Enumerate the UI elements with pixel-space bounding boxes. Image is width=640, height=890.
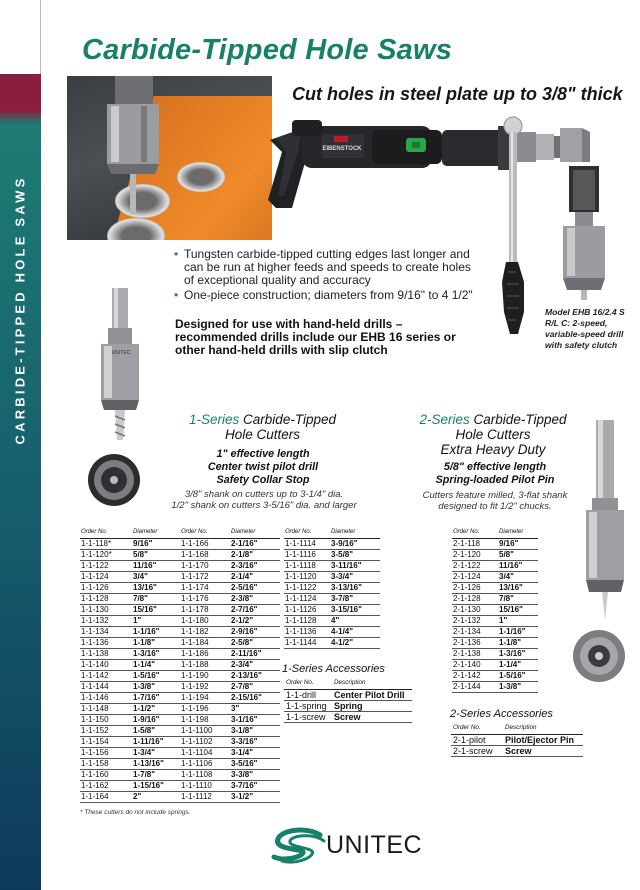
accessory-description: Pilot/Ejector Pin [503,734,583,745]
order-number: 1-1-138 [80,648,132,659]
series1-table-c: Order No. Diameter 1-1-1114 3-9/16" 1-1-1116 3-5/8" 1-1-1118 3-11/16" 1-1-1120 3-3/4" 1-1-1122 3-13/16" 1-1-1124 3-7/8" 1-1-1126 3-15/16" 1-1-1128 4" 1-1-1136 4-1/4" 1-1-1144 4-1/2" [284,528,380,649]
order-number: 1-1-136 [80,637,132,648]
order-number: 1-1-122 [80,560,132,571]
order-number: 1-1-1122 [284,582,330,593]
table-row [284,700,412,711]
table-row [180,593,280,604]
diameter: 1" [132,615,180,626]
order-number: 1-1-1126 [284,604,330,615]
diameter: 3-5/8" [330,549,380,560]
table-row [80,769,180,780]
diameter: 2-7/8" [230,681,280,692]
2-series-cutter-image [584,420,626,630]
accessory-description: Center Pilot Drill [332,689,412,700]
order-number: 2-1-126 [452,582,498,593]
order-number: 1-1-1102 [180,736,230,747]
diameter: 13/16" [498,582,538,593]
series2-accessories-heading: 2-Series Accessories [450,708,553,720]
diameter: 3-13/16" [330,582,380,593]
order-number: 1-1-182 [180,626,230,637]
order-number: 1-1-128 [80,593,132,604]
order-number: 2-1-144 [452,681,498,692]
order-number: 1-1-168 [180,549,230,560]
table-row [180,780,280,791]
series2-accessories-table: Order No. Description 2-1-pilot Pilot/Ejector Pin 2-1-screw Screw [451,723,583,757]
order-number: 1-1-1116 [284,549,330,560]
order-number: 1-1-1124 [284,593,330,604]
table-row [451,734,583,745]
diameter: 1-3/8" [132,681,180,692]
table-row [452,670,538,681]
accessory-description: Spring [332,700,412,711]
diameter: 3-5/16" [230,758,280,769]
order-number: 1-1-1100 [180,725,230,736]
diameter: 2-1/4" [230,571,280,582]
table-row [80,538,180,549]
series1-accessories-heading: 1-Series Accessories [282,663,385,675]
order-number: 1-1-180 [180,615,230,626]
accessory-order-number: 1-1-drill [284,689,332,700]
diameter: 1-7/16" [132,692,180,703]
order-number: 1-1-150 [80,714,132,725]
order-number: 1-1-162 [80,780,132,791]
table-row [80,670,180,681]
table-row [284,615,380,626]
table-row [284,538,380,549]
accessory-description: Screw [332,711,412,722]
diameter: 4" [330,615,380,626]
series1-shank-note: 3/8" shank on cutters up to 3-1/4" dia. 1/2" shank on cutters 3-5/16" dia. and larger [171,489,357,511]
series2-table: Order No. Diameter 2-1-118 9/16" 2-1-120 5/8" 2-1-122 11/16" 2-1-124 3/4" 2-1-126 13/16" 2-1-128 7/8" 2-1-130 15/16" 2-1-132 1" 2-1-134 1-1/16" 2-1-136 1-1/8" 2-1-138 1-3/16" 2-1-140 1-1/4" 2-1-142 1-5/16" 2-1-144 1-3/8" [452,528,538,693]
feature-item: • Tungsten carbide-tipped cutting edges last longer and can be run at higher feeds and speeds to create holes of exceptional quality and accuracy [174,248,484,287]
diameter: 11/16" [132,560,180,571]
table-row [180,747,280,758]
diameter: 3/4" [498,571,538,582]
table-row [452,582,538,593]
table-row [284,560,380,571]
order-number: 2-1-134 [452,626,498,637]
footnote: * These cutters do not include springs. [80,809,191,816]
table-row [80,604,180,615]
order-number: 1-1-140 [80,659,132,670]
order-number: 2-1-120 [452,549,498,560]
diameter: 1-3/16" [132,648,180,659]
table-row [180,549,280,560]
order-number: 1-1-130 [80,604,132,615]
table-row [80,593,180,604]
diameter: 3-1/4" [230,747,280,758]
hero-photo [67,76,272,240]
table-row [180,703,280,714]
order-number: 2-1-118 [452,538,498,549]
order-number: 1-1-164 [80,791,132,802]
order-number: 1-1-124 [80,571,132,582]
table-row [80,648,180,659]
table-row [284,593,380,604]
diameter: 15/16" [498,604,538,615]
table-row [80,637,180,648]
table-row [180,604,280,615]
diameter: 4-1/4" [330,626,380,637]
order-number: 1-1-174 [180,582,230,593]
diameter: 1-1/2" [132,703,180,714]
order-number: 1-1-126 [80,582,132,593]
table-row [180,615,280,626]
feature-item: • One-piece construction; diameters from 9/16" to 4 1/2" [174,289,484,302]
order-number: 1-1-1110 [180,780,230,791]
order-number: 1-1-190 [180,670,230,681]
table-row [80,681,180,692]
diameter: 3-9/16" [330,538,380,549]
diameter: 1-9/16" [132,714,180,725]
diameter: 9/16" [132,538,180,549]
table-row [80,780,180,791]
order-number: 1-1-158 [80,758,132,769]
diameter: 2-9/16" [230,626,280,637]
table-row [80,725,180,736]
order-number: 1-1-188 [180,659,230,670]
1-series-cutter-end-view [86,452,142,508]
series1-table-a: Order No. Diameter 1-1-118* 9/16" 1-1-120* 5/8" 1-1-122 11/16" 1-1-124 3/4" 1-1-126 13/16" 1-1-128 7/8" 1-1-130 15/16" 1-1-132 1" 1-1-134 1-1/16" 1-1-136 1-1/8" 1-1-138 1-3/16" 1-1-140 1-1/4" 1-1-142 1-5/16" 1-1-144 1-3/8" 1-1-146 1-7/16" 1-1-148 1-1/2" 1-1-150 1-9/16" 1-1-152 1-5/8" 1-1-154 1-11/16" 1-1-156 1-3/4" 1-1-158 1-13/16" 1-1-160 1-7/8" 1-1-162 1-15/16" 1-1-164 2" [80,528,180,803]
order-number: 1-1-1108 [180,769,230,780]
order-number: 1-1-154 [80,736,132,747]
diameter: 1-1/8" [498,637,538,648]
order-number: 1-1-1136 [284,626,330,637]
order-number: 1-1-194 [180,692,230,703]
order-number: 1-1-134 [80,626,132,637]
table-row [80,571,180,582]
diameter: 4-1/2" [330,637,380,648]
side-banner-text: CARBIDE-TIPPED HOLE SAWS [12,175,28,445]
diameter: 1-3/8" [498,681,538,692]
table-row [80,703,180,714]
diameter: 7/8" [132,593,180,604]
series1-table-b: Order No. Diameter 1-1-166 2-1/16" 1-1-168 2-1/8" 1-1-170 2-3/16" 1-1-172 2-1/4" 1-1-174 2-5/16" 1-1-176 2-3/8" 1-1-178 2-7/16" 1-1-180 2-1/2" 1-1-182 2-9/16" 1-1-184 2-5/8" 1-1-186 2-11/16" 1-1-188 2-3/4" 1-1-190 2-13/16" 1-1-192 2-7/8" 1-1-194 2-15/16" 1-1-196 3" 1-1-198 3-1/16" 1-1-1100 3-1/8" 1-1-1102 3-3/16" 1-1-1104 3-1/4" 1-1-1106 3-5/16" 1-1-1108 3-3/8" 1-1-1110 3-7/16" 1-1-1112 3-1/2" [180,528,280,803]
diameter: 1-7/8" [132,769,180,780]
order-number: 1-1-148 [80,703,132,714]
diameter: 2-3/16" [230,560,280,571]
order-number: 1-1-196 [180,703,230,714]
table-row [80,714,180,725]
diameter: 2-5/8" [230,637,280,648]
table-row [180,769,280,780]
diameter: 2-3/4" [230,659,280,670]
diameter: 3-3/16" [230,736,280,747]
order-number: 1-1-156 [80,747,132,758]
table-row [452,560,538,571]
diameter: 2-3/8" [230,593,280,604]
table-row [80,736,180,747]
series2-heading: 2-Series Carbide-Tipped Hole Cutters Extra Heavy Duty [419,412,567,457]
table-row [80,791,180,802]
order-number: 2-1-142 [452,670,498,681]
diameter: 1-1/4" [498,659,538,670]
order-number: 1-1-186 [180,648,230,659]
order-number: 1-1-146 [80,692,132,703]
diameter: 7/8" [498,593,538,604]
order-number: 1-1-1144 [284,637,330,648]
table-row [284,549,380,560]
table-row [452,681,538,692]
order-number: 2-1-130 [452,604,498,615]
table-row [180,626,280,637]
diameter: 1-5/16" [498,670,538,681]
order-number: 1-1-1112 [180,791,230,802]
diameter: 15/16" [132,604,180,615]
logo-text: UNITEC [326,831,423,859]
table-row [80,560,180,571]
series2-shank-note: Cutters feature milled, 3-flat shank designed to fit 1/2" chucks. [422,490,568,512]
diameter: 2-15/16" [230,692,280,703]
table-row [80,747,180,758]
diameter: 2-1/2" [230,615,280,626]
diameter: 5/8" [132,549,180,560]
table-row [80,626,180,637]
diameter: 1-3/16" [498,648,538,659]
table-row [180,791,280,802]
table-row [284,604,380,615]
table-row [452,549,538,560]
table-row [180,736,280,747]
accessory-description: Screw [503,745,583,756]
diameter: 13/16" [132,582,180,593]
model-caption: Model EHB 16/2.4 S R/L C: 2-speed, variable-speed drill with safety clutch [545,307,625,350]
order-number: 2-1-132 [452,615,498,626]
table-row [452,648,538,659]
order-number: 1-1-192 [180,681,230,692]
order-number: 1-1-178 [180,604,230,615]
order-number: 2-1-136 [452,637,498,648]
table-row [452,626,538,637]
order-number: 1-1-170 [180,560,230,571]
page-title: Carbide-Tipped Hole Saws [82,34,453,66]
order-number: 1-1-1106 [180,758,230,769]
diameter: 1-13/16" [132,758,180,769]
order-number: 1-1-160 [80,769,132,780]
table-row [180,571,280,582]
diameter: 3" [230,703,280,714]
table-row [452,571,538,582]
table-row [284,637,380,648]
order-number: 1-1-1104 [180,747,230,758]
designed-for-text: Designed for use with hand-held drills – recommended drills include our EHB 16 series or other hand-held drills with slip clutch [175,317,456,357]
diameter: 3-15/16" [330,604,380,615]
diameter: 3-1/16" [230,714,280,725]
order-number: 1-1-176 [180,593,230,604]
table-row [284,689,412,700]
table-row [80,758,180,769]
diameter: 2-1/16" [230,538,280,549]
order-number: 1-1-144 [80,681,132,692]
diameter: 2-1/8" [230,549,280,560]
diameter: 1-1/4" [132,659,180,670]
order-number: 2-1-124 [452,571,498,582]
table-row [451,745,583,756]
diameter: 1-1/8" [132,637,180,648]
table-row [80,659,180,670]
diameter: 3-7/8" [330,593,380,604]
order-number: 2-1-140 [452,659,498,670]
series2-description: 5/8" effective length Spring-loaded Pilot Pin [435,461,555,486]
order-number: 1-1-118* [80,538,132,549]
diameter: 9/16" [498,538,538,549]
order-number: 1-1-172 [180,571,230,582]
diameter: 2-5/16" [230,582,280,593]
order-number: 1-1-1118 [284,560,330,571]
diameter: 3-11/16" [330,560,380,571]
table-row [452,593,538,604]
table-row [284,582,380,593]
cutter-brand: UNITEC [111,350,131,356]
order-number: 1-1-142 [80,670,132,681]
series1-accessories-table: Order No. Description 1-1-drill Center Pilot Drill 1-1-spring Spring 1-1-screw Screw [284,678,412,723]
table-row [80,615,180,626]
diameter: 1-1/16" [132,626,180,637]
series1-description: 1" effective length Center twist pilot drill Safety Collar Stop [207,448,319,486]
table-row [452,659,538,670]
accessory-order-number: 1-1-screw [284,711,332,722]
diameter: 3-7/16" [230,780,280,791]
table-row [452,604,538,615]
drill-brand: EIBENSTOCK [322,146,362,152]
diameter: 3/4" [132,571,180,582]
order-number: 1-1-132 [80,615,132,626]
page-subtitle: Cut holes in steel plate up to 3/8" thick [292,84,623,104]
table-row [452,538,538,549]
1-series-cutter-image [95,288,145,443]
table-row [180,758,280,769]
diameter: 3-3/4" [330,571,380,582]
accessory-order-number: 2-1-pilot [451,734,503,745]
table-row [80,582,180,593]
diameter: 3-1/8" [230,725,280,736]
table-row [452,615,538,626]
table-row [180,681,280,692]
table-row [180,670,280,681]
table-row [180,560,280,571]
diameter: 1-5/8" [132,725,180,736]
order-number: 2-1-128 [452,593,498,604]
diameter: 1-5/16" [132,670,180,681]
table-row [284,711,412,722]
chuck-inset-photo [547,162,620,300]
table-row [180,725,280,736]
diameter: 2-11/16" [230,648,280,659]
order-number: 1-1-152 [80,725,132,736]
diameter: 2-7/16" [230,604,280,615]
table-row [452,637,538,648]
table-row [180,637,280,648]
table-row [80,549,180,560]
table-row [284,626,380,637]
diameter: 11/16" [498,560,538,571]
table-row [284,571,380,582]
order-number: 2-1-138 [452,648,498,659]
2-series-cutter-end-view [570,628,628,684]
diameter: 1-3/4" [132,747,180,758]
order-number: 1-1-184 [180,637,230,648]
table-row [180,714,280,725]
accessory-order-number: 2-1-screw [451,745,503,756]
order-number: 1-1-120* [80,549,132,560]
diameter: 3-3/8" [230,769,280,780]
diameter: 2-13/16" [230,670,280,681]
diameter: 1-11/16" [132,736,180,747]
table-row [180,659,280,670]
order-number: 1-1-1120 [284,571,330,582]
series1-heading: 1-Series Carbide-Tipped Hole Cutters [189,412,336,442]
diameter: 5/8" [498,549,538,560]
accessory-order-number: 1-1-spring [284,700,332,711]
order-number: 1-1-1114 [284,538,330,549]
diameter: 1-1/16" [498,626,538,637]
feature-list [174,248,484,304]
order-number: 2-1-122 [452,560,498,571]
table-row [180,538,280,549]
table-row [180,582,280,593]
diameter: 2" [132,791,180,802]
diameter: 3-1/2" [230,791,280,802]
table-row [180,692,280,703]
order-number: 1-1-166 [180,538,230,549]
order-number: 1-1-198 [180,714,230,725]
table-row [80,692,180,703]
diameter: 1" [498,615,538,626]
table-row [180,648,280,659]
diameter: 1-15/16" [132,780,180,791]
side-banner [0,0,41,890]
order-number: 1-1-1128 [284,615,330,626]
